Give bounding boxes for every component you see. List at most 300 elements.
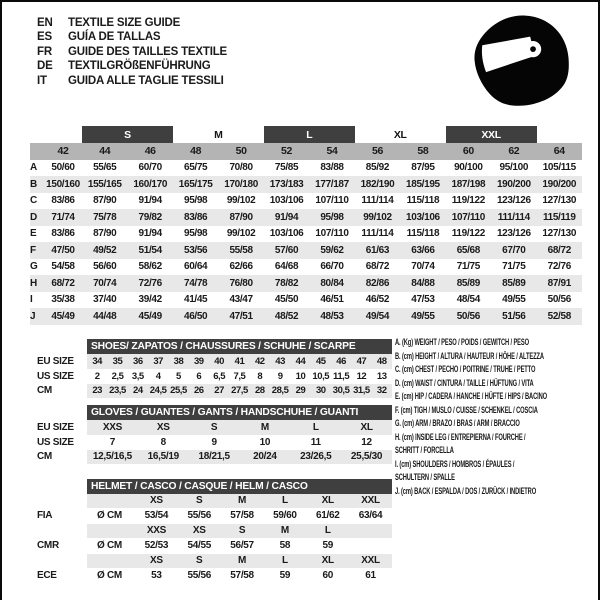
shoes-table-cell: 48 xyxy=(376,355,387,367)
measurement-cell: 68/72 xyxy=(44,275,82,292)
gloves-table-row-values xyxy=(87,435,392,450)
size-number-cell: 64 xyxy=(537,143,582,160)
measurement-cell: 95/98 xyxy=(183,228,208,240)
measurement-cell: 83/88 xyxy=(320,162,344,174)
measurement-cell: 50/56 xyxy=(547,294,571,306)
shoes-table-cell: 41 xyxy=(234,355,245,367)
size-group-label: XL xyxy=(355,126,446,143)
measurement-cell: 71/74 xyxy=(44,209,82,226)
legend-item xyxy=(395,336,538,350)
measurement-cell: 91/94 xyxy=(264,209,309,226)
measurement-cell: 41/45 xyxy=(183,294,208,306)
helmet-unit-label: Ø CM xyxy=(97,510,122,522)
shoes-table-cell: 45 xyxy=(315,355,326,367)
shoes-table-row xyxy=(37,369,392,384)
measurement-cell: 55/65 xyxy=(93,162,117,174)
shoes-table-cell: 10 xyxy=(295,370,306,382)
size-number-row xyxy=(30,143,582,160)
measurement-cell: 64/68 xyxy=(274,261,299,273)
language-title: GUIDA ALLE TAGLIE TESSILI xyxy=(68,74,224,87)
measurement-cell: 47/51 xyxy=(218,308,263,325)
measurement-cell: 48/52 xyxy=(264,308,309,325)
language-title: TEXTILE SIZE GUIDE xyxy=(68,17,181,29)
helmet-size-cell: XXL xyxy=(361,555,380,567)
gloves-table-row xyxy=(37,450,392,465)
shoes-table-cell: 23 xyxy=(92,385,102,397)
size-number-cell: 48 xyxy=(173,143,218,160)
helmet-size-cell: XS xyxy=(150,495,163,507)
measurement-cell: 48/53 xyxy=(309,308,354,325)
shoes-table-cell: 13 xyxy=(376,370,387,382)
helmet-value-cell: 55/56 xyxy=(187,510,211,522)
helmet-size-cell: M xyxy=(238,555,247,567)
legend-line: C. (cm) CHEST / PECHO / POITRINE / TRUHE / PETTO xyxy=(395,364,536,375)
measurement-cell: 65/68 xyxy=(446,242,491,259)
helmet-row-values xyxy=(87,508,392,525)
measurement-cell: 123/126 xyxy=(496,195,531,207)
gloves-table-cell: 16,5/19 xyxy=(147,451,179,463)
helmet-standard-label: FIA xyxy=(37,510,53,522)
empty-cell xyxy=(44,126,82,143)
shoes-table-cell: 7,5 xyxy=(233,370,246,382)
helmet-standard-label: CMR xyxy=(37,540,59,552)
gloves-table-cell: XXS xyxy=(102,421,122,433)
measurement-cell: 62/66 xyxy=(229,261,253,273)
language-row xyxy=(37,59,227,73)
gloves-table-cell: S xyxy=(210,421,218,433)
measurement-cell: 95/100 xyxy=(499,162,529,174)
measurement-cell: 45/50 xyxy=(274,294,299,306)
helmet-value-cell: 54/55 xyxy=(187,540,211,552)
shoes-table-row-values xyxy=(87,354,392,369)
shoes-table-cell: 32 xyxy=(376,385,387,397)
size-number-cell: 58 xyxy=(400,143,445,160)
measurement-cell: 70/80 xyxy=(229,162,253,174)
language-code: FR xyxy=(37,45,52,58)
helmet-size-values xyxy=(87,524,392,538)
measurement-cell: 95/98 xyxy=(309,209,354,226)
shoes-table-cell: 47 xyxy=(356,355,367,367)
helmet-value-cell: 59/60 xyxy=(273,510,297,522)
measurement-row-label: I xyxy=(30,294,33,306)
measurement-cell: 74/78 xyxy=(173,275,218,292)
shoes-table-row-label: EU SIZE xyxy=(37,355,74,367)
language-list xyxy=(37,16,227,88)
shoes-table-cell: 5 xyxy=(176,370,181,382)
gloves-table-cell: L xyxy=(312,421,319,433)
helmet-size-cell: L xyxy=(324,525,331,537)
measurement-cell: 76/80 xyxy=(218,275,263,292)
gloves-table-cell: 20/24 xyxy=(253,451,277,463)
shoes-table xyxy=(37,339,392,398)
helmet-value-cell: 55/56 xyxy=(187,570,211,582)
helmet-size-cell: XS xyxy=(150,555,163,567)
shoes-table-cell: 12 xyxy=(356,370,367,382)
size-number-cell: 46 xyxy=(127,143,172,160)
helmet-size-cell: M xyxy=(280,525,289,537)
helmet-standard-label: ECE xyxy=(37,570,57,582)
measurement-cell: 103/106 xyxy=(400,209,445,226)
shoes-table-cell: 43 xyxy=(275,355,285,367)
size-group-label: M xyxy=(173,126,264,143)
measurement-row-label: F xyxy=(30,242,44,259)
measurement-cell: 170/180 xyxy=(218,176,263,193)
measurement-cell: 127/130 xyxy=(542,195,577,207)
measurement-cell: 127/130 xyxy=(542,228,577,240)
measurement-cell: 39/42 xyxy=(138,294,162,306)
empty-cell xyxy=(30,143,44,160)
shoes-table-cell: 9 xyxy=(277,370,283,382)
helmet-size-cell: L xyxy=(281,495,288,507)
measurement-cell: 49/55 xyxy=(400,308,445,325)
measurement-cell: 119/122 xyxy=(451,195,485,207)
shoes-table-cell: 24,5 xyxy=(149,385,167,397)
measurement-row xyxy=(30,275,582,292)
measurement-cell: 70/74 xyxy=(82,275,127,292)
helmet-value-cell: 57/58 xyxy=(230,570,254,582)
measurement-cell: 53/56 xyxy=(173,242,218,259)
measurement-cell: 50/60 xyxy=(51,162,75,174)
legend-item xyxy=(395,431,538,458)
legend-line: E. (cm) HIP / CADERA / HANCHE / HÜFTE / HIPS / BACINO xyxy=(395,391,547,402)
measurement-cell: 190/200 xyxy=(537,176,582,193)
measurement-row xyxy=(30,242,582,259)
shoes-table-cell: 46 xyxy=(336,355,346,367)
legend-line: SCHRITT / FORCELLA xyxy=(395,445,454,456)
helmet-size-cell: XS xyxy=(192,525,206,537)
helmet-size-row xyxy=(37,494,392,508)
gloves-table-cell: XS xyxy=(156,421,170,433)
measurement-row xyxy=(30,160,582,177)
size-number-cell: 54 xyxy=(309,143,354,160)
measurement-cell: 59/62 xyxy=(309,242,354,259)
size-group-row xyxy=(30,126,582,143)
legend-item xyxy=(395,485,538,499)
shoes-table-cell: 3,5 xyxy=(131,370,144,382)
legend-item xyxy=(395,417,538,431)
shoes-table-cell: 36 xyxy=(132,355,143,367)
measurement-row xyxy=(30,308,582,325)
measurement-cell: 35/38 xyxy=(51,294,75,306)
measurement-cell: 85/89 xyxy=(491,275,536,292)
helmet-value-row xyxy=(37,508,392,525)
measurement-cell: 82/86 xyxy=(355,275,400,292)
measurement-cell: 119/122 xyxy=(451,228,485,240)
size-number-cell: 50 xyxy=(218,143,263,160)
shoes-table-cell: 2,5 xyxy=(111,370,124,382)
gloves-table xyxy=(37,405,392,464)
measurement-cell: 165/175 xyxy=(173,176,218,193)
measurement-row xyxy=(30,193,582,210)
measurement-cell: 91/94 xyxy=(138,195,162,207)
legend-line: J. (cm) BACK / ESPALDA / DOS / ZURÜCK / INDIETRO xyxy=(395,486,537,497)
gloves-table-cell: 18/21,5 xyxy=(198,451,230,463)
shoes-table-cell: 42 xyxy=(254,355,265,367)
measurement-cell: 75/78 xyxy=(82,209,127,226)
measurement-cell: 107/110 xyxy=(315,228,349,240)
gloves-table-cell: M xyxy=(260,421,269,433)
legend-item xyxy=(395,458,538,485)
measurement-cell: 49/54 xyxy=(355,308,400,325)
measurement-cell: 48/54 xyxy=(456,294,480,306)
legend-item xyxy=(395,404,538,418)
helmet-value-cell: 56/57 xyxy=(230,540,254,552)
language-code: IT xyxy=(37,74,47,87)
measurement-cell: 95/98 xyxy=(183,195,208,207)
helmet-size-row xyxy=(37,554,392,568)
helmet-value-cell: 63/64 xyxy=(358,510,383,522)
measurement-cell: 51/54 xyxy=(127,242,172,259)
measurement-cell: 50/56 xyxy=(446,308,491,325)
legend-line: B. (cm) HEIGHT / ALTURA / HAUTEUR / HÖHE / ALTEZZA xyxy=(395,350,544,361)
measurement-cell: 83/86 xyxy=(51,228,75,240)
measurement-row-label: E xyxy=(30,228,37,240)
measurement-cell: 66/70 xyxy=(320,261,344,273)
measurement-cell: 67/70 xyxy=(491,242,536,259)
measurement-cell: 58/62 xyxy=(138,261,162,273)
measurement-cell: 47/53 xyxy=(411,294,435,306)
measurement-cell: 123/126 xyxy=(496,228,531,240)
measurement-cell: 84/88 xyxy=(400,275,445,292)
language-code: ES xyxy=(37,31,52,44)
gloves-table-cell: 11 xyxy=(310,436,321,448)
measurement-cell: 87/91 xyxy=(537,275,582,292)
size-number-cell: 52 xyxy=(264,143,309,160)
size-number-cell: 42 xyxy=(44,143,82,160)
measurement-cell: 45/49 xyxy=(44,308,82,325)
helmet-value-cell: 57/58 xyxy=(230,510,254,522)
measurement-cell: 160/170 xyxy=(127,176,172,193)
measurement-cell: 72/76 xyxy=(547,261,571,273)
gloves-table-cell: 9 xyxy=(211,436,217,448)
language-title: TEXTILGRÖßENFÜHRUNG xyxy=(68,60,211,73)
shoes-table-title: SHOES/ ZAPATOS / CHAUSSURES / SCHUHE / SCARPE xyxy=(87,339,392,354)
helmet-row-values xyxy=(87,568,392,585)
helmet-size-cell: M xyxy=(238,495,247,507)
legend-list xyxy=(395,336,547,499)
legend-line: SCHULTERN / SPALLE xyxy=(395,472,455,483)
shoes-table-cell: 26 xyxy=(193,385,204,397)
size-table-body xyxy=(30,126,582,325)
gloves-table-cell: 12,5/16,5 xyxy=(92,451,132,463)
measurement-row-label: J xyxy=(30,308,44,325)
measurement-cell: 75/85 xyxy=(274,162,299,174)
measurement-cell: 115/118 xyxy=(406,228,440,240)
measurement-cell: 68/72 xyxy=(365,261,390,273)
measurement-row-label: H xyxy=(30,275,44,292)
measurement-cell: 111/114 xyxy=(361,228,394,240)
size-number-cell: 62 xyxy=(491,143,536,160)
measurement-cell: 44/48 xyxy=(82,308,127,325)
measurement-cell: 187/198 xyxy=(446,176,491,193)
measurement-cell: 52/58 xyxy=(537,308,582,325)
measurement-row xyxy=(30,226,582,243)
language-code: EN xyxy=(37,17,53,29)
size-group-label: S xyxy=(82,126,173,143)
shoes-table-cell: 30 xyxy=(315,385,326,397)
measurement-cell: 78/82 xyxy=(264,275,309,292)
gloves-table-row xyxy=(37,435,392,450)
gloves-table-cell: 8 xyxy=(160,436,166,448)
helmet-table xyxy=(37,479,392,584)
helmet-value-row xyxy=(37,538,392,555)
gloves-table-row xyxy=(37,420,392,435)
measurement-cell: 87/90 xyxy=(218,209,263,226)
gloves-table-row-label: CM xyxy=(37,451,52,463)
measurement-cell: 37/40 xyxy=(93,294,117,306)
size-group-label: L xyxy=(264,126,355,143)
gloves-table-row-values xyxy=(87,420,392,435)
legend-line: A. (Kg) WEIGHT / PESO / POIDS / GEWITCH / PESO xyxy=(395,337,529,347)
garment-size-table xyxy=(30,126,582,325)
measurement-cell: 80/84 xyxy=(309,275,354,292)
measurement-cell: 71/75 xyxy=(456,261,480,273)
legend-item xyxy=(395,377,538,391)
helmet-size-values xyxy=(87,554,392,568)
measurement-cell: 49/52 xyxy=(82,242,127,259)
helmet-value-cell: 60 xyxy=(322,570,333,582)
shoes-table-cell: 10,5 xyxy=(312,370,330,382)
shoes-table-cell: 25,5 xyxy=(170,385,187,397)
measurement-cell: 57/60 xyxy=(264,242,309,259)
shoes-table-cell: 29 xyxy=(295,385,306,397)
measurement-cell: 46/50 xyxy=(173,308,218,325)
size-number-cell: 44 xyxy=(82,143,127,160)
measurement-cell: 83/86 xyxy=(51,195,75,207)
gloves-table-cell: 12 xyxy=(361,436,372,448)
helmet-table-title: HELMET / CASCO / CASQUE / HELM / CASCO xyxy=(87,479,392,494)
measurement-row-label: G xyxy=(30,261,38,273)
measurement-cell: 68/72 xyxy=(537,242,582,259)
language-title: GUÍA DE TALLAS xyxy=(68,31,161,44)
helmet-size-cell: XL xyxy=(321,555,334,567)
measurement-cell: 70/74 xyxy=(411,261,435,273)
shoes-table-cell: 38 xyxy=(173,355,184,367)
measurement-cell: 155/165 xyxy=(82,176,127,193)
shoes-table-cell: 27,5 xyxy=(231,385,248,397)
shoes-table-cell: 6,5 xyxy=(213,370,226,382)
shoes-table-cell: 4 xyxy=(155,370,161,382)
measurement-cell: 83/86 xyxy=(173,209,218,226)
shoes-table-cell: 37 xyxy=(153,355,163,367)
measurement-cell: 111/114 xyxy=(361,195,394,207)
measurement-cell: 61/63 xyxy=(355,242,400,259)
measurement-row-label: C xyxy=(30,195,37,207)
helmet-value-cell: 59 xyxy=(279,570,291,582)
measurement-cell: 46/52 xyxy=(365,294,390,306)
gloves-table-cell: 23/26,5 xyxy=(300,451,332,463)
language-row xyxy=(37,74,227,88)
measurement-cell: 91/94 xyxy=(138,228,162,240)
helmet-size-cell: XXL xyxy=(361,495,380,507)
measurement-cell: 150/160 xyxy=(44,176,82,193)
measurement-row xyxy=(30,292,582,309)
size-number-cell: 56 xyxy=(355,143,400,160)
measurement-cell: 115/118 xyxy=(406,195,440,207)
measurement-cell: 55/58 xyxy=(218,242,263,259)
legend-line: G. (cm) ARM / BRAZO / BRAS / ARM / BRACCIO xyxy=(395,418,520,429)
measurement-row xyxy=(30,176,582,193)
helmet-value-cell: 61/62 xyxy=(315,510,340,522)
shoes-table-cell: 2 xyxy=(94,370,100,382)
shoes-table-cell: 40 xyxy=(214,355,224,367)
shoes-table-cell: 11,5 xyxy=(333,370,350,382)
shoes-table-row-label: CM xyxy=(37,385,52,397)
helmet-value-row xyxy=(37,568,392,585)
measurement-cell: 99/102 xyxy=(226,228,256,240)
shoes-table-row-values xyxy=(87,369,392,384)
language-row xyxy=(37,45,227,59)
measurement-cell: 60/64 xyxy=(183,261,208,273)
gloves-table-row-values xyxy=(87,450,392,465)
shoes-table-cell: 24 xyxy=(132,385,143,397)
shoes-table-cell: 34 xyxy=(92,355,102,367)
measurement-cell: 51/56 xyxy=(491,308,536,325)
measurement-cell: 63/66 xyxy=(400,242,445,259)
gloves-table-cell: 25,5/30 xyxy=(350,451,383,463)
helmet-size-row xyxy=(37,524,392,538)
empty-cell xyxy=(30,126,44,143)
size-number-cell: 60 xyxy=(446,143,491,160)
measurement-cell: 47/50 xyxy=(44,242,82,259)
language-code: DE xyxy=(37,60,53,73)
shoes-table-row-label: US SIZE xyxy=(37,370,74,382)
helmet-size-cell: XXS xyxy=(146,525,166,537)
measurement-cell: 87/90 xyxy=(93,228,117,240)
helmet-value-cell: 58 xyxy=(279,540,291,552)
shoes-table-cell: 23,5 xyxy=(109,385,126,397)
helmet-value-cell: 53/54 xyxy=(144,510,169,522)
measurement-cell: 185/195 xyxy=(400,176,445,193)
legend-line: F. (cm) TIGH / MUSLO / CUISSE / SCHENKEL / COSCIA xyxy=(395,404,538,415)
helmet-value-cell: 59 xyxy=(322,540,333,552)
measurement-row xyxy=(30,209,582,226)
measurement-cell: 99/102 xyxy=(355,209,400,226)
legend-item xyxy=(395,363,538,377)
measurement-cell: 103/106 xyxy=(269,228,304,240)
shoes-table-cell: 44 xyxy=(295,355,306,367)
helmet-value-cell: 61 xyxy=(365,570,376,582)
size-group-label: XXL xyxy=(446,126,537,143)
measurement-row-label: D xyxy=(30,209,44,226)
measurement-cell: 87/90 xyxy=(93,195,117,207)
helmet-unit-label: Ø CM xyxy=(97,540,122,552)
legend-line: D. (cm) WAIST / CINTURA / TAILLE / HÜFTUNG / VITA xyxy=(395,377,534,388)
measurement-cell: 60/70 xyxy=(138,162,162,174)
racing-helmet-icon xyxy=(465,12,580,114)
language-title: GUIDE DES TAILLES TEXTILE xyxy=(68,45,227,58)
measurement-cell: 115/119 xyxy=(537,209,582,226)
measurement-cell: 111/114 xyxy=(491,209,536,226)
shoes-table-row xyxy=(37,384,392,399)
measurement-cell: 46/51 xyxy=(320,294,344,306)
helmet-size-cell: L xyxy=(281,555,288,567)
measurement-cell: 87/95 xyxy=(411,162,435,174)
shoes-table-row xyxy=(37,354,392,369)
helmet-unit-label: Ø CM xyxy=(97,570,122,582)
helmet-value-cell: 53 xyxy=(151,570,162,582)
measurement-row-label: B xyxy=(30,176,44,193)
measurement-cell: 85/92 xyxy=(365,162,390,174)
measurement-cell: 177/187 xyxy=(309,176,354,193)
measurement-cell: 105/115 xyxy=(542,162,576,174)
empty-cell xyxy=(537,126,582,143)
measurement-cell: 85/89 xyxy=(446,275,491,292)
measurement-cell: 65/75 xyxy=(183,162,208,174)
shoes-table-cell: 35 xyxy=(112,355,123,367)
gloves-table-row-label: EU SIZE xyxy=(37,421,74,433)
measurement-cell: 103/106 xyxy=(269,195,304,207)
